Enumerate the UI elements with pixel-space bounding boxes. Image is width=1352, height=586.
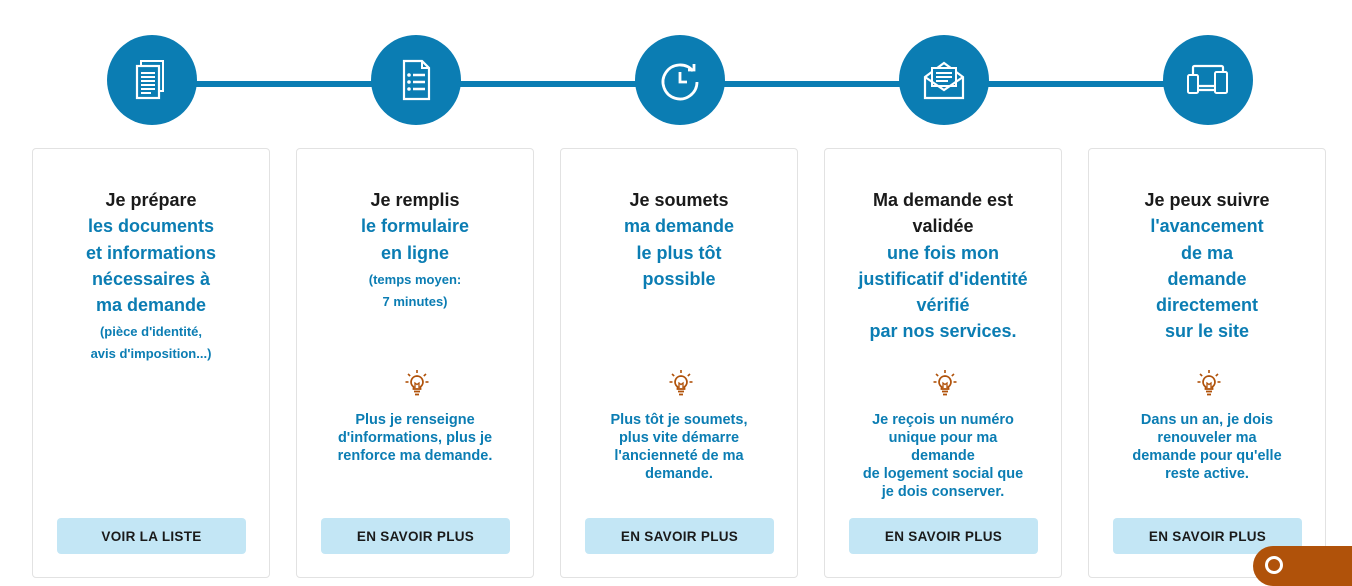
card-note-line: 7 minutes) (382, 293, 448, 309)
card-heading (835, 187, 1051, 345)
card-title-line: Je soumets (629, 190, 729, 210)
card-title-line: Ma demande est (872, 190, 1014, 210)
card-note-line: avis d'imposition...) (90, 346, 212, 362)
lightbulb-icon (1197, 369, 1221, 397)
card-tip (311, 411, 519, 465)
en-savoir-plus-button[interactable]: EN SAVOIR PLUS (585, 518, 774, 554)
clock-refresh-icon (655, 55, 705, 105)
step-card-1 (32, 148, 270, 578)
card-subtitle-line: vérifié (916, 295, 970, 316)
en-savoir-plus-button[interactable]: EN SAVOIR PLUS (321, 518, 510, 554)
card-subtitle-line: nécessaires à (91, 268, 211, 289)
card-tip-line: Dans un an, je dois (1140, 412, 1274, 428)
card-tip-line: de logement social que (862, 466, 1024, 482)
document-stack-icon (127, 55, 177, 105)
devices-icon (1183, 55, 1233, 105)
card-note-line: (temps moyen: (368, 271, 462, 287)
card-subtitle-line: le plus tôt (636, 242, 722, 263)
card-subtitle-line: les documents (87, 216, 215, 237)
card-heading (571, 187, 787, 292)
step-circle-4 (899, 35, 989, 125)
card-subtitle-line: en ligne (380, 242, 449, 263)
step-circle-3 (635, 35, 725, 125)
en-savoir-plus-button[interactable]: EN SAVOIR PLUS (849, 518, 1038, 554)
step-card-3 (560, 148, 798, 578)
step-circle-1 (107, 35, 197, 125)
card-tip-line: demande pour qu'elle (1132, 448, 1282, 464)
card-tip (575, 411, 783, 483)
card-subtitle-line: l'avancement (1150, 216, 1264, 237)
voir-la-liste-button[interactable]: VOIR LA LISTE (57, 518, 246, 554)
card-tip-line: unique pour ma (888, 430, 998, 446)
card-title-line: validée (912, 216, 974, 237)
form-list-icon (391, 55, 441, 105)
card-tip-line: renouveler ma (1157, 430, 1257, 446)
lightbulb-icon (405, 369, 429, 397)
card-subtitle-line: ma demande (623, 216, 735, 237)
en-savoir-plus-button[interactable]: EN SAVOIR PLUS (1113, 518, 1302, 554)
card-tip-line: d'informations, plus je (337, 430, 493, 446)
card-tip-line: Plus je renseigne (355, 412, 475, 428)
card-tip-line: je dois conserver. (881, 484, 1005, 500)
step-circle-2 (371, 35, 461, 125)
card-subtitle-line: sur le site (1164, 321, 1250, 342)
help-ring-icon (1265, 556, 1283, 574)
card-subtitle-line: possible (642, 268, 716, 289)
step-card-2 (296, 148, 534, 578)
card-tip-line: demande. (645, 466, 713, 482)
card-heading (307, 187, 523, 313)
card-tip-line: plus vite démarre (618, 430, 740, 446)
card-tip-line: reste active. (1165, 466, 1249, 482)
card-subtitle-line: demande (1167, 268, 1247, 289)
card-tip-line: Plus tôt je soumets, (610, 412, 748, 428)
help-widget[interactable] (1253, 546, 1352, 586)
card-heading (43, 187, 259, 365)
card-title-line: Je prépare (105, 190, 197, 210)
card-subtitle-line: de ma (1180, 242, 1234, 263)
card-subtitle-line: justificatif d'identité (858, 268, 1028, 289)
card-subtitle-line: le formulaire (360, 216, 470, 237)
card-subtitle-line: une fois mon (887, 242, 999, 263)
card-title-line: Je peux suivre (1144, 190, 1270, 210)
card-subtitle-line: par nos services. (869, 321, 1017, 342)
envelope-open-icon (919, 55, 969, 105)
card-tip-line: demande (911, 448, 975, 464)
lightbulb-icon (669, 369, 693, 397)
card-tip-line: Je reçois un numéro (872, 412, 1014, 428)
card-heading (1099, 187, 1315, 345)
step-circle-5 (1163, 35, 1253, 125)
card-title-line: Je remplis (370, 190, 460, 210)
step-card-5 (1088, 148, 1326, 578)
card-tip-line: l'ancienneté de ma (614, 448, 744, 464)
card-tip (1103, 411, 1311, 483)
lightbulb-icon (933, 369, 957, 397)
card-tip-line: renforce ma demande. (337, 448, 493, 464)
card-subtitle-line: ma demande (95, 295, 207, 316)
card-note-line: (pièce d'identité, (99, 324, 203, 340)
step-card-4 (824, 148, 1062, 578)
card-tip (839, 411, 1047, 501)
card-subtitle-line: directement (1155, 295, 1259, 316)
card-subtitle-line: et informations (85, 242, 216, 263)
